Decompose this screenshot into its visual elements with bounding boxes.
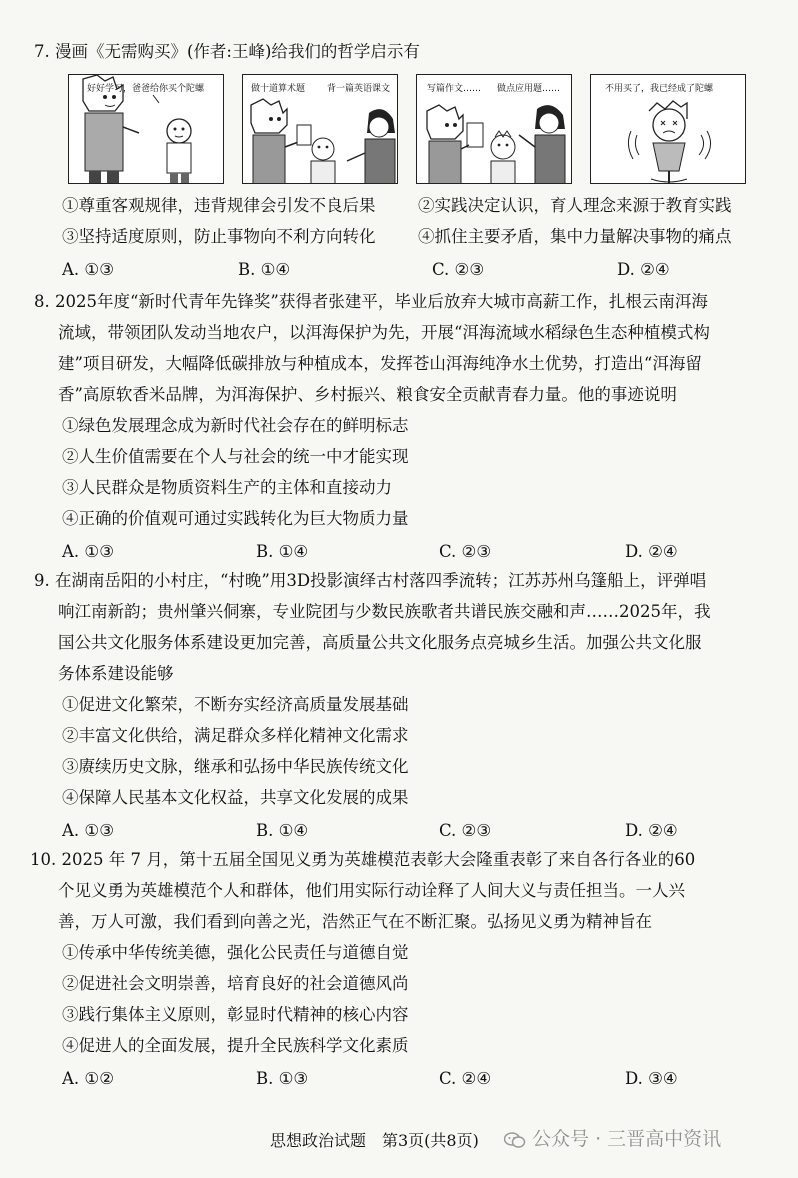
- q10-choice-c[interactable]: C. ②④: [439, 1069, 492, 1088]
- q9-choice-c[interactable]: C. ②③: [439, 821, 492, 840]
- q9-choices: [0, 821, 798, 841]
- comic-panel-3: [416, 74, 572, 184]
- q8-option-4: ④正确的价值观可通过实践转化为巨大物质力量: [62, 509, 409, 528]
- q10-stem-line-1: 10. 2025 年 7 月，第十五届全国见义勇为英雄模范表彰大会隆重表彰了来自各行各业的60: [30, 850, 696, 869]
- q8-option-2: ②人生价值需要在个人与社会的统一中才能实现: [62, 447, 409, 466]
- q7-option-4: ④抓住主要矛盾，集中力量解决事物的痛点: [418, 227, 732, 246]
- q9-stem-line-1: 9. 在湖南岳阳的小村庄，“村晚”用3D投影演绎古村落四季流转；江苏苏州乌篷船上，评弹唱: [34, 571, 707, 590]
- q10-choices: [0, 1069, 798, 1089]
- q7-option-3: ③坚持适度原则，防止事物向不利方向转化: [62, 227, 376, 246]
- comic-panel-4-text: 不用买了，我已经成了陀螺: [605, 84, 714, 94]
- q10-choice-b[interactable]: B. ①③: [256, 1069, 309, 1088]
- q9-stem-line-3: 国公共文化服务体系建设更加完善，高质量公共文化服务点亮城乡生活。加强公共文化服: [58, 633, 702, 652]
- page-footer: 思想政治试题 第3页(共8页): [270, 1131, 479, 1150]
- comic-panel-2-text-b: 背一篇英语课文: [327, 84, 391, 94]
- comic-panel-3-text-b: 做点应用题……: [497, 84, 561, 94]
- q9-choice-b[interactable]: B. ①④: [256, 821, 309, 840]
- q10-choice-a[interactable]: A. ①②: [62, 1069, 114, 1088]
- q8-choice-a[interactable]: A. ①③: [62, 542, 114, 561]
- q7-option-1: ①尊重客观规律，违背规律会引发不良后果: [62, 196, 376, 215]
- q9-choice-d[interactable]: D. ②④: [625, 821, 678, 840]
- watermark-text: 公众号 · 三晋高中资讯: [532, 1128, 722, 1150]
- q9-option-4: ④保障人民基本文化权益，共享文化发展的成果: [62, 788, 409, 807]
- q9-choice-a[interactable]: A. ①③: [62, 821, 114, 840]
- q10-option-3: ③践行集体主义原则，彰显时代精神的核心内容: [62, 1005, 409, 1024]
- q9-option-2: ②丰富文化供给，满足群众多样化精神文化需求: [62, 726, 409, 745]
- q8-option-3: ③人民群众是物质资料生产的主体和直接动力: [62, 478, 392, 497]
- q7-option-2: ②实践决定认识，育人理念来源于教育实践: [418, 196, 732, 215]
- comic-panel-3-text-a: 写篇作文……: [427, 84, 482, 94]
- watermark: [504, 1124, 721, 1151]
- q7-comic-strip: [68, 74, 750, 186]
- q10-choice-d[interactable]: D. ③④: [625, 1069, 678, 1088]
- comic-panel-4: [590, 74, 746, 184]
- q7-choices: [0, 260, 798, 280]
- q10-stem-line-3: 善，万人可激，我们看到向善之光，浩然正气在不断汇聚。弘扬见义勇为精神旨在: [58, 912, 652, 931]
- q8-choice-b[interactable]: B. ①④: [256, 542, 309, 561]
- q8-choice-d[interactable]: D. ②④: [625, 542, 678, 561]
- q9-option-3: ③赓续历史文脉，继承和弘扬中华民族传统文化: [62, 757, 409, 776]
- comic-panel-2-text-a: 做十道算术题: [251, 84, 306, 94]
- comic-panel-1-text: 好好学习，爸爸给你买个陀螺: [87, 84, 205, 94]
- q10-option-2: ②促进社会文明崇善，培育良好的社会道德风尚: [62, 974, 409, 993]
- q8-stem-line-2: 流域，带领团队发动当地农户，以洱海保护为先，开展“洱海流域水稻绿色生态种植模式构: [58, 323, 710, 342]
- wechat-icon: [504, 1131, 526, 1149]
- q10-stem-line-2: 个见义勇为英雄模范个人和群体，他们用实际行动诠释了人间大义与责任担当。一人兴: [58, 881, 685, 900]
- q10-option-4: ④促进人的全面发展，提升全民族科学文化素质: [62, 1036, 409, 1055]
- comic-panel-2: [242, 74, 398, 184]
- q8-choice-c[interactable]: C. ②③: [439, 542, 492, 561]
- q9-stem-line-4: 务体系建设能够: [58, 664, 174, 683]
- q10-option-1: ①传承中华传统美德，强化公民责任与道德自觉: [62, 943, 409, 962]
- q8-stem-line-1: 8. 2025年度“新时代青年先锋奖”获得者张建平，毕业后放弃大城市高薪工作，扎根云南洱海: [34, 292, 708, 311]
- q7-choice-c[interactable]: C. ②③: [432, 260, 485, 279]
- q7-stem: 7. 漫画《无需购买》(作者:王峰)给我们的哲学启示有: [34, 42, 420, 61]
- q9-option-1: ①促进文化繁荣，不断夯实经济高质量发展基础: [62, 695, 409, 714]
- q7-choice-b[interactable]: B. ①④: [238, 260, 291, 279]
- q9-stem-line-2: 响江南新韵；贵州肇兴侗寨，专业院团与少数民族歌者共谱民族交融和声……2025年，我: [58, 602, 711, 621]
- q7-choice-d[interactable]: D. ②④: [617, 260, 670, 279]
- q8-stem-line-3: 建”项目研发，大幅降低碳排放与种植成本，发挥苍山洱海纯净水土优势，打造出“洱海留: [58, 354, 702, 373]
- q8-option-1: ①绿色发展理念成为新时代社会存在的鲜明标志: [62, 416, 409, 435]
- q7-choice-a[interactable]: A. ①③: [62, 260, 114, 279]
- comic-panel-1: [68, 74, 224, 184]
- q8-choices: [0, 542, 798, 562]
- q8-stem-line-4: 香”高原软香米品牌，为洱海保护、乡村振兴、粮食安全贡献青春力量。他的事迹说明: [58, 385, 677, 404]
